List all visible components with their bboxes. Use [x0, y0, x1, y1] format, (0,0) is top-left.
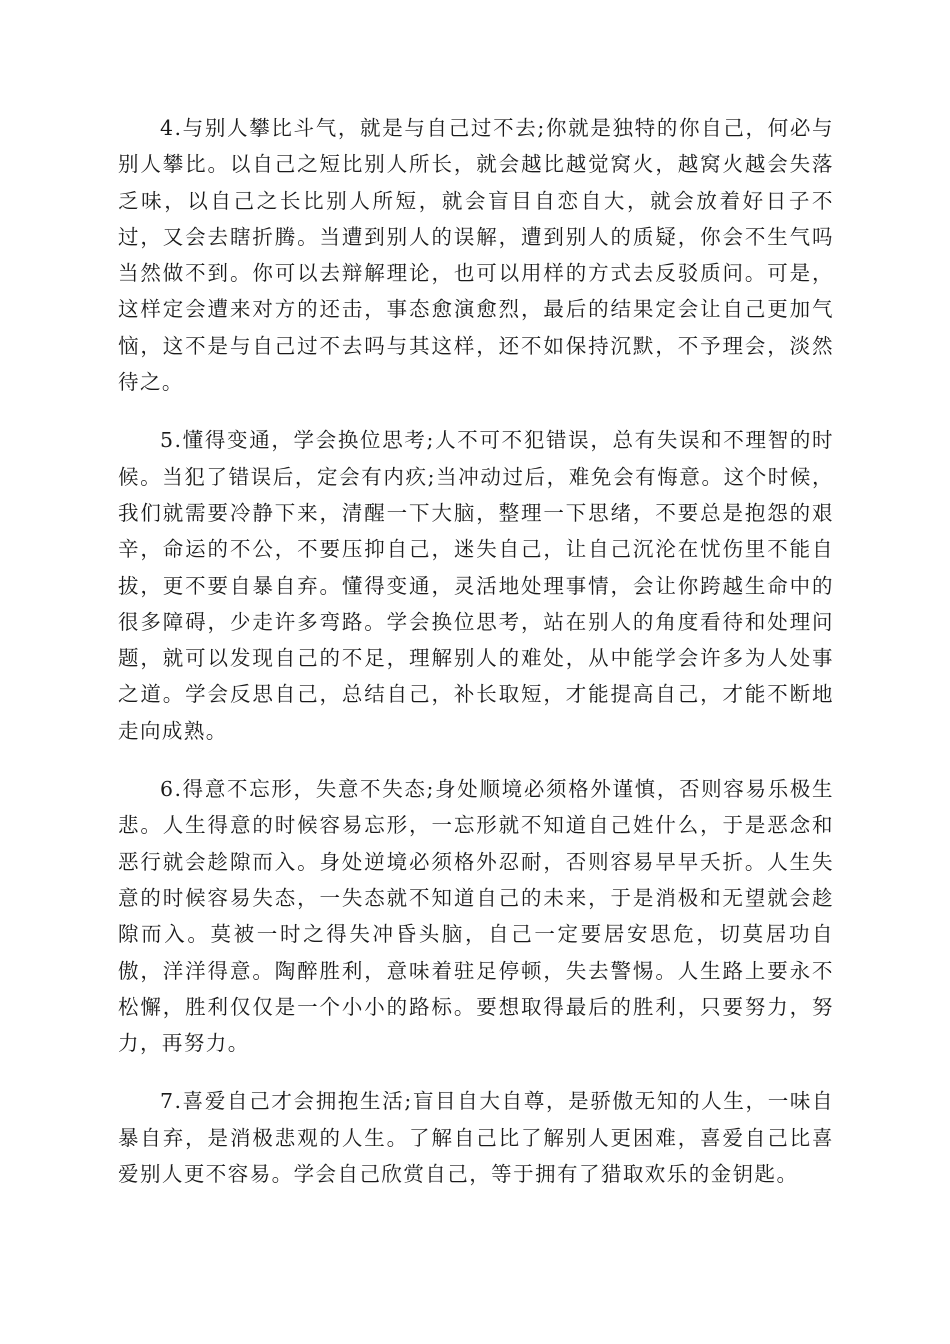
paragraph-6: 6.得意不忘形，失意不失态;身处顺境必须格外谨慎，否则容易乐极生悲。人生得意的时候容易忘形，一忘形就不知道自己姓什么，于是恶念和恶行就会趁隙而入。身处逆境必须格外忍耐，否则容易早早夭折。人生失意的时候容易失态，一失态就不知道自己的未来，于是消极和无望就会趁隙而入。莫被一时之得失冲昏头脑，自己一定要居安思危，切莫居功自傲，洋洋得意。陶醉胜利，意味着驻足停顿，失去警惕。人生路上要永不松懈，胜利仅仅是一个小小的路标。要想取得最后的胜利，只要努力，努力，再努力。: [118, 777, 834, 1056]
paragraph-4: 4.与别人攀比斗气，就是与自己过不去;你就是独特的你自己，何必与别人攀比。以自己之短比别人所长，就会越比越觉窝火，越窝火越会失落乏味，以自己之长比别人所短，就会盲目自恋自大，就会放着好日子不过，又会去瞎折腾。当遭到别人的误解，遭到别人的质疑，你会不生气吗当然做不到。你可以去辩解理论，也可以用样的方式去反驳质问。可是，这样定会遭来对方的还击，事态愈演愈烈，最后的结果定会让自己更加气恼，这不是与自己过不去吗与其这样，还不如保持沉默，不予理会，淡然待之。: [118, 116, 834, 395]
document-page: [118, 110, 834, 1214]
paragraph-5: 5.懂得变通，学会换位思考;人不可不犯错误，总有失误和不理智的时候。当犯了错误后，定会有内疚;当冲动过后，难免会有悔意。这个时候，我们就需要冷静下来，清醒一下大脑，整理一下思绪，不要总是抱怨的艰辛，命运的不公，不要压抑自己，迷失自己，让自己沉沦在忧伤里不能自拔，更不要自暴自弃。懂得变通，灵活地处理事情，会让你跨越生命中的很多障碍，少走许多弯路。学会换位思考，站在别人的角度看待和处理问题，就可以发现自己的不足，理解别人的难处，从中能学会许多为人处事之道。学会反思自己，总结自己，补长取短，才能提高自己，才能不断地走向成熟。: [118, 428, 834, 743]
paragraph-7: 7.喜爱自己才会拥抱生活;盲目自大自尊，是骄傲无知的人生，一味自暴自弃，是消极悲观的人生。了解自己比了解别人更困难，喜爱自己比喜爱别人更不容易。学会自己欣赏自己，等于拥有了猎取欢乐的金钥匙。: [118, 1089, 834, 1187]
